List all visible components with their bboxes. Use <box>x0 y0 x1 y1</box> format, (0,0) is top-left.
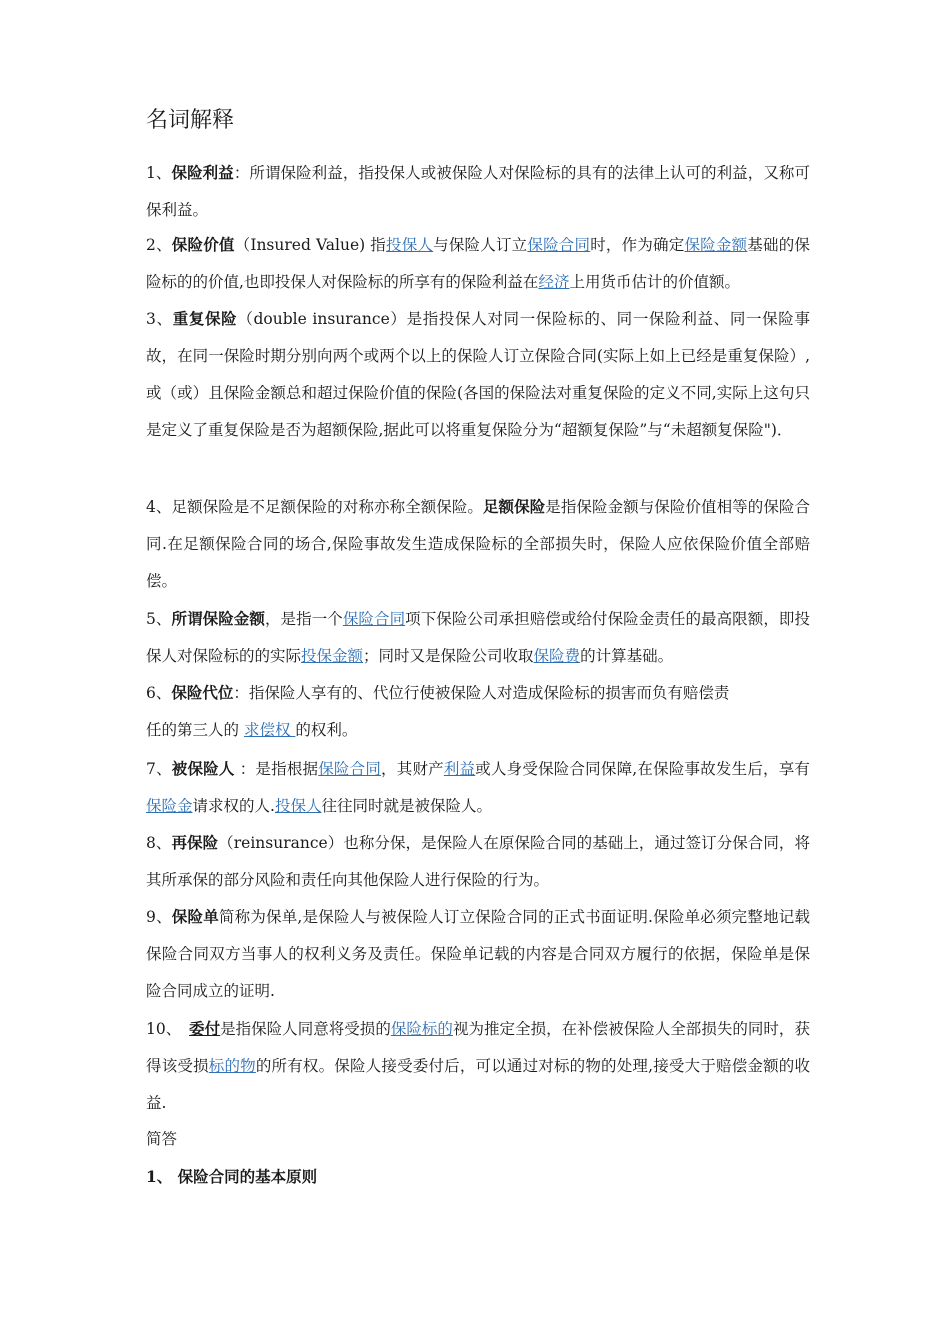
definition-text: 的计算基础。 <box>580 647 674 665</box>
definition-text: 是指保险人同意将受损的 <box>220 1020 391 1038</box>
item-number: 1、 <box>146 164 172 182</box>
link-insurance-contract[interactable]: 保险合同 <box>527 236 591 254</box>
definition-item-1 <box>146 154 810 229</box>
link-insurance-contract[interactable]: 保险合同 <box>342 610 406 628</box>
link-insurance-payment[interactable]: 保险金 <box>146 797 193 815</box>
defined-term: 足额保险 <box>482 497 546 516</box>
definition-text: （reinsurance）也称分保，是保险人在原保险合同的基础上，通过签订分保合同，将其所承保的部分风险和责任向其他保险人进行保险的行为。 <box>146 834 810 889</box>
link-interest[interactable]: 利益 <box>443 760 476 778</box>
definition-text: （double insurance）是指投保人对同一保险标的、同一保险利益、同一保险事故，在同一保险时期分别向两个或两个以上的保险人订立保险合同(实际上如上已经是重复保险）,或（或）且保险金额总和超过保险价值的保险(各国的保险法对重复保险的定义不同,实际上这句只是定义了重复保险是否为超额保险,据此可以将重复保险分为“超额复保险”与“未超额复保险")． <box>146 310 810 439</box>
definition-text: （Insured Value) 指 <box>234 236 387 254</box>
link-premium[interactable]: 保险费 <box>533 647 581 665</box>
defined-term: 再保险 <box>171 833 219 852</box>
defined-term: 保险代位 <box>171 683 234 702</box>
item-number: 4、足额保险是不足额保险的对称亦称全额保险。 <box>146 498 483 516</box>
definition-item-4 <box>146 488 810 600</box>
definition-text: 基础的保险标的的价值,也即投保人对保险标的所享有的保险利益在 <box>146 236 810 291</box>
item-number: 10、 <box>146 1020 190 1038</box>
link-insured-sum[interactable]: 投保金额 <box>301 647 364 665</box>
item-number: 6、 <box>146 684 172 702</box>
link-subject-matter[interactable]: 标的物 <box>208 1057 256 1075</box>
defined-term: 被保险人 <box>171 759 235 778</box>
definition-text: 的权利。 <box>295 721 358 739</box>
definition-item-5 <box>146 600 810 675</box>
item-number: 7、 <box>146 760 172 778</box>
link-economy[interactable]: 经济 <box>538 273 570 291</box>
definition-text: 视为推定全损，在补偿被保险人全部损失的同时，获得该受损 <box>146 1020 810 1075</box>
page-title: 名词解释 <box>146 108 235 133</box>
definition-text: ：是指根据 <box>234 760 319 778</box>
question-1: 1、 保险合同的基本原则 <box>146 1167 318 1186</box>
defined-term: 保险单 <box>171 907 219 926</box>
definition-text: 任的第三人的 <box>146 721 244 739</box>
definition-text: 时，作为确定 <box>590 236 685 254</box>
definition-text: 请求权的人. <box>192 797 275 815</box>
definition-text: ：指保险人享有的、代位行使被保险人对造成保险标的损害而负有赔偿责 <box>233 684 730 702</box>
section-heading-short-answer: 简答 <box>146 1130 178 1148</box>
definition-item-10 <box>146 1010 810 1122</box>
link-policyholder[interactable]: 投保人 <box>274 797 322 815</box>
definition-item-9 <box>146 898 810 1010</box>
defined-term: 重复保险 <box>172 309 238 328</box>
defined-term: 所谓保险金额 <box>171 609 265 628</box>
link-policyholder[interactable]: 投保人 <box>386 236 434 254</box>
definition-text: 的所有权。保险人接受委付后，可以通过对标的物的处理,接受大于赔偿金额的收益. <box>146 1057 810 1112</box>
definition-item-7 <box>146 750 810 825</box>
definition-text: 或人身受保险合同保障,在保险事故发生后，享有 <box>475 760 810 778</box>
definition-item-8 <box>146 824 810 899</box>
definition-item-2 <box>146 226 810 301</box>
definition-text: 上用货币估计的价值额。 <box>569 273 740 291</box>
item-number: 5、 <box>146 610 172 628</box>
definition-text: 与保险人订立 <box>433 236 528 254</box>
definition-text: ，其财产 <box>381 760 444 778</box>
definition-text: 是指保险金额与保险价值相等的保险合同.在足额保险合同的场合,保险事故发生造成保险标的全部损失时，保险人应依保险价值全部赔偿。 <box>146 498 810 590</box>
defined-term: 保险利益 <box>171 163 234 182</box>
link-insured-amount[interactable]: 保险金额 <box>684 236 748 254</box>
defined-term: 委付 <box>189 1019 221 1038</box>
definition-text: 简称为保单,是保险人与被保险人订立保险合同的正式书面证明.保险单必须完整地记载保险合同双方当事人的权利义务及责任。保险单记载的内容是合同双方履行的依据，保险单是保险合同成立的证明. <box>146 908 810 1000</box>
definition-text: ，是指一个 <box>264 610 343 628</box>
link-right-of-recourse[interactable]: 求偿权 <box>243 721 296 739</box>
definition-item-6 <box>146 674 810 749</box>
link-insured-object[interactable]: 保险标的 <box>390 1020 453 1038</box>
item-number: 8、 <box>146 834 172 852</box>
definition-item-3 <box>146 300 810 449</box>
link-insurance-contract[interactable]: 保险合同 <box>318 760 382 778</box>
item-number: 2、 <box>146 236 172 254</box>
definition-text: 项下保险公司承担赔偿或给付保险金责任的最高限额，即投保人对保险标的的实际 <box>146 610 810 665</box>
item-number: 9、 <box>146 908 172 926</box>
definition-text: 往往同时就是被保险人。 <box>321 797 492 815</box>
definition-text: ；同时又是保险公司收取 <box>363 647 534 665</box>
definition-text: ：所谓保险利益，指投保人或被保险人对保险标的具有的法律上认可的利益，又称可保利益。 <box>146 164 810 219</box>
item-number: 3、 <box>146 310 173 328</box>
defined-term: 保险价值 <box>171 235 235 254</box>
